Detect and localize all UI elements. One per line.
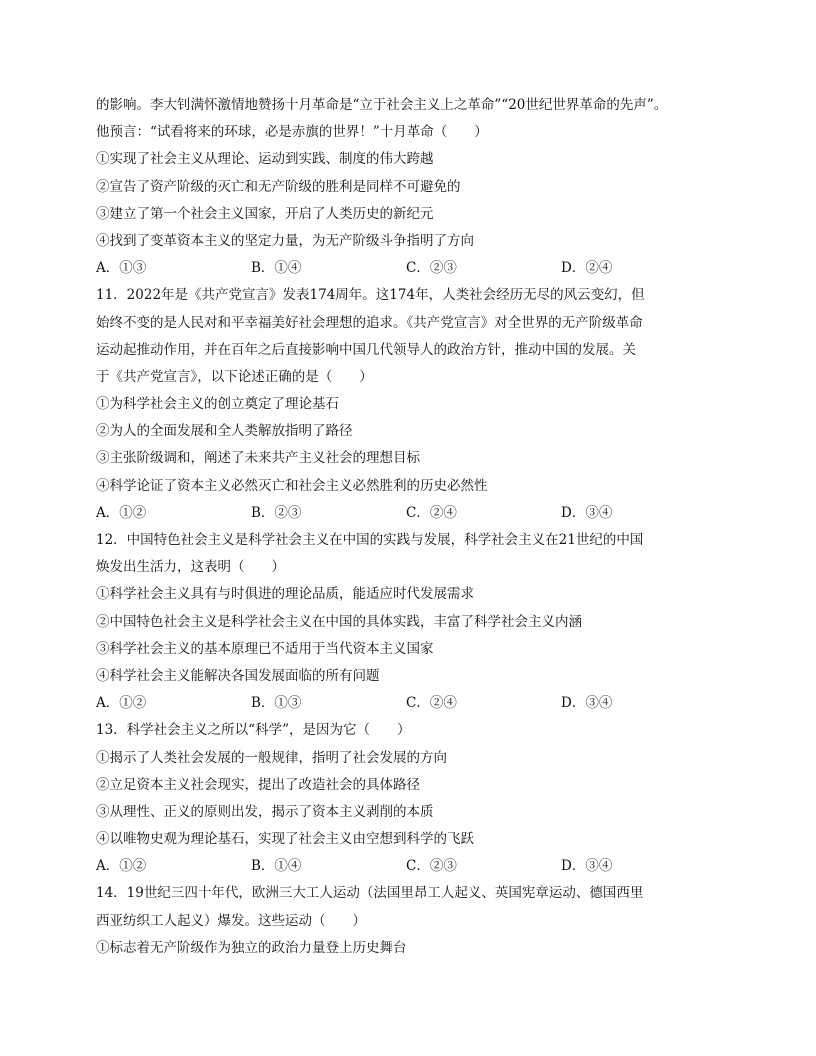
- question-stem-line: 始终不变的是人民对和平幸福美好社会理想的追求。《共产党宣言》对全世界的无产阶级革命: [96, 314, 643, 331]
- option-c[interactable]: C．②④: [406, 695, 457, 712]
- option-d[interactable]: D．③④: [561, 858, 613, 875]
- question-stem-line: 西亚纺织工人起义）爆发。这些运动（ ）: [96, 912, 366, 929]
- statement-item: ①揭示了人类社会发展的一般规律，指明了社会发展的方向: [96, 749, 447, 766]
- question-11: [96, 282, 736, 527]
- question-stem-line: 他预言：“试看将来的环球，必是赤旗的世界！”十月革命（ ）: [96, 124, 488, 141]
- option-a[interactable]: A．①②: [96, 858, 147, 875]
- option-b[interactable]: B．①④: [251, 260, 302, 277]
- question-stem-line: 11．2022年是《共产党宣言》发表174周年。这174年，人类社会经历无尽的风云变幻，但: [96, 287, 645, 304]
- statement-item: ④科学社会主义能解决各国发展面临的所有问题: [96, 667, 380, 684]
- option-a[interactable]: A．①②: [96, 695, 147, 712]
- question-stem-line: 的影响。李大钊满怀激情地赞扬十月革命是“立于社会主义上之革命”“20世纪世界革命的先声”。: [96, 97, 668, 113]
- question-stem-line: 于《共产党宣言》，以下论述正确的是（ ）: [96, 368, 373, 385]
- question-list: [96, 92, 736, 962]
- statement-item: ①科学社会主义具有与时俱进的理论品质，能适应时代发展需求: [96, 586, 474, 603]
- answer-options: [96, 255, 736, 282]
- question-stem-line: 13．科学社会主义之所以“科学”，是因为它（ ）: [96, 722, 411, 739]
- answer-options: [96, 500, 736, 527]
- statement-item: ③建立了第一个社会主义国家，开启了人类历史的新纪元: [96, 205, 434, 222]
- statement-item: ③科学社会主义的基本原理已不适用于当代资本主义国家: [96, 640, 434, 657]
- answer-options: [96, 690, 736, 717]
- question-stem-line: 焕发出生活力，这表明（ ）: [96, 559, 285, 576]
- statement-item: ①标志着无产阶级作为独立的政治力量登上历史舞台: [96, 939, 407, 956]
- question-12: [96, 527, 736, 717]
- question-stem-line: 运动起推动作用，并在百年之后直接影响中国几代领导人的政治方针，推动中国的发展。关: [96, 341, 636, 358]
- option-a[interactable]: A．①③: [96, 260, 147, 277]
- option-d[interactable]: D．③④: [561, 504, 613, 521]
- statement-item: ②中国特色社会主义是科学社会主义在中国的具体实践，丰富了科学社会主义内涵: [96, 613, 582, 630]
- option-d[interactable]: D．②④: [561, 260, 613, 277]
- statement-item: ②为人的全面发展和全人类解放指明了路径: [96, 423, 353, 440]
- statement-item: ①实现了社会主义从理论、运动到实践、制度的伟大跨越: [96, 151, 434, 168]
- statement-item: ④以唯物史观为理论基石，实现了社会主义由空想到科学的飞跃: [96, 831, 474, 848]
- statement-item: ①为科学社会主义的创立奠定了理论基石: [96, 396, 339, 413]
- question-10: [96, 92, 736, 282]
- option-a[interactable]: A．①②: [96, 504, 147, 521]
- option-b[interactable]: B．①③: [251, 695, 302, 712]
- statement-item: ④科学论证了资本主义必然灭亡和社会主义必然胜利的历史必然性: [96, 477, 488, 494]
- statement-item: ④找到了变革资本主义的坚定力量，为无产阶级斗争指明了方向: [96, 232, 474, 249]
- option-b[interactable]: B．①④: [251, 858, 302, 875]
- question-14: [96, 880, 736, 962]
- question-stem-line: 12．中国特色社会主义是科学社会主义在中国的实践与发展，科学社会主义在21世纪的中国: [96, 532, 644, 548]
- statement-item: ②宣告了资产阶级的灭亡和无产阶级的胜利是同样不可避免的: [96, 178, 461, 195]
- statement-item: ③主张阶级调和，阐述了未来共产主义社会的理想目标: [96, 450, 420, 467]
- option-d[interactable]: D．③④: [561, 695, 613, 712]
- option-c[interactable]: C．②④: [406, 504, 457, 521]
- question-stem-line: 14．19世纪三四十年代，欧洲三大工人运动（法国里昂工人起义、英国宪章运动、德国西里: [96, 885, 644, 902]
- statement-item: ③从理性、正义的原则出发，揭示了资本主义剥削的本质: [96, 803, 434, 820]
- statement-item: ②立足资本主义社会现实，提出了改造社会的具体路径: [96, 776, 420, 793]
- question-13: [96, 717, 736, 880]
- option-c[interactable]: C．②③: [406, 260, 457, 277]
- answer-options: [96, 853, 736, 880]
- option-c[interactable]: C．②③: [406, 858, 457, 875]
- option-b[interactable]: B．②③: [251, 504, 302, 521]
